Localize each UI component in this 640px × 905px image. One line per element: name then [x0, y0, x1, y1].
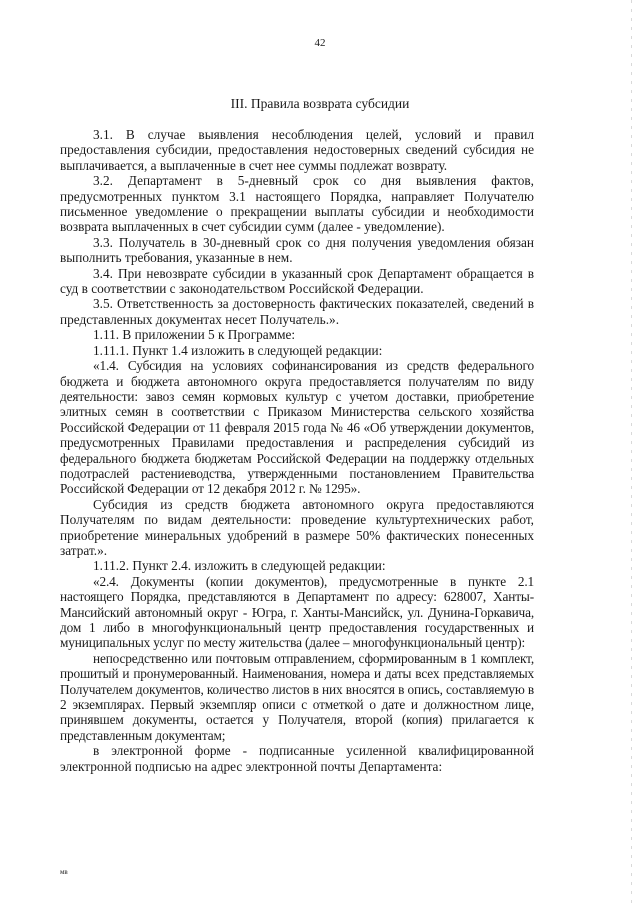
paragraph-electronic-submission: в электронной форме - подписанные усиленной квалифицированной электронной подписью на адрес электронной почты Департамента: [60, 743, 534, 774]
footer-initials: мв [60, 868, 68, 876]
document-body [60, 127, 534, 774]
paragraph-3-1: 3.1. В случае выявления несоблюдения целей, условий и правил предоставления субсидии, предоставления недостоверных сведений субсидия не выплачивается, а выплаченные в счет нее суммы подлежат возврату. [60, 127, 534, 173]
paragraph-3-3: 3.3. Получатель в 30-дневный срок со дня получения уведомления обязан выполнить требования, указанные в нем. [60, 234, 534, 266]
paragraph-1-11: 1.11. В приложении 5 к Программе: [93, 327, 296, 343]
paragraph-1-4-quote: «1.4. Субсидия на условиях софинансирования из средств федерального бюджета и бюджета автономного округа предоставляется получателям по виду деятельности: завоз семян кормовых культур с учетом доставки, приобретение элитных семян в соответствии с Приказом Министерства сельского хозяйства Российской Федерации от 11 февраля 2015 года № 46 «Об утверждении документов, предусмотренных Правилами предоставления и распределения субсидий из федерального бюджета бюджетам Российской Федерации на поддержку отдельных подотраслей растениеводства, утвержденными постановлением Правительства Российской Федерации от 12 декабря 2012 г. № 1295». [60, 358, 534, 497]
paragraph-2-4-quote: «2.4. Документы (копии документов), предусмотренные в пункте 2.1 настоящего Порядка, представляются в Департамент по адресу: 628007, Ханты-Мансийский автономный округ - Югра, г. Ханты-Мансийск, ул. Дунина-Горкавича, дом 1 либо в многофункциональный центр предоставления государственных и муниципальных услуг по месту жительства (далее – многофункциональный центр): [60, 573, 534, 651]
section-title: III. Правила возврата субсидии [230, 96, 410, 111]
paragraph-3-2: 3.2. Департамент в 5-дневный срок со дня выявления фактов, предусмотренных пунктом 3.1 настоящего Порядка, направляет Получателю письменное уведомление о прекращении выплаты субсидии и необходимости возврата выплаченных в счет субсидии сумм (далее - уведомление). [60, 173, 534, 235]
paragraph-3-4: 3.4. При невозврате субсидии в указанный срок Департамент обращается в суд в соответствии с законодательством Российской Федерации. [60, 265, 534, 297]
scan-edge-mark [631, 0, 632, 905]
paragraph-3-5: 3.5. Ответственность за достоверность фактических показателей, сведений в представленных документах несет Получатель.». [60, 296, 534, 327]
paragraph-subsidy-okrug: Субсидия из средств бюджета автономного округа предоставляются Получателям по видам деятельности: проведение культуртехнических работ, приобретение минеральных удобрений в размере 50% фактических понесенных затрат.». [60, 496, 534, 558]
page-number: 42 [314, 37, 326, 49]
paragraph-postal-submission: непосредственно или почтовым отправлением, сформированным в 1 комплект, прошитый и пронумерованный. Наименования, номера и даты всех представляемых Получателем документов, количество листов в них вносятся в опись, составляемую в 2 экземплярах. Первый экземпляр описи с отметкой о дате и должностном лице, принявшем документы, остается у Получателя, второй (копия) прилагается к представленным документам; [60, 650, 534, 743]
paragraph-1-11-2: 1.11.2. Пункт 2.4. изложить в следующей редакции: [93, 558, 386, 574]
paragraph-1-11-1: 1.11.1. Пункт 1.4 изложить в следующей редакции: [93, 342, 383, 358]
